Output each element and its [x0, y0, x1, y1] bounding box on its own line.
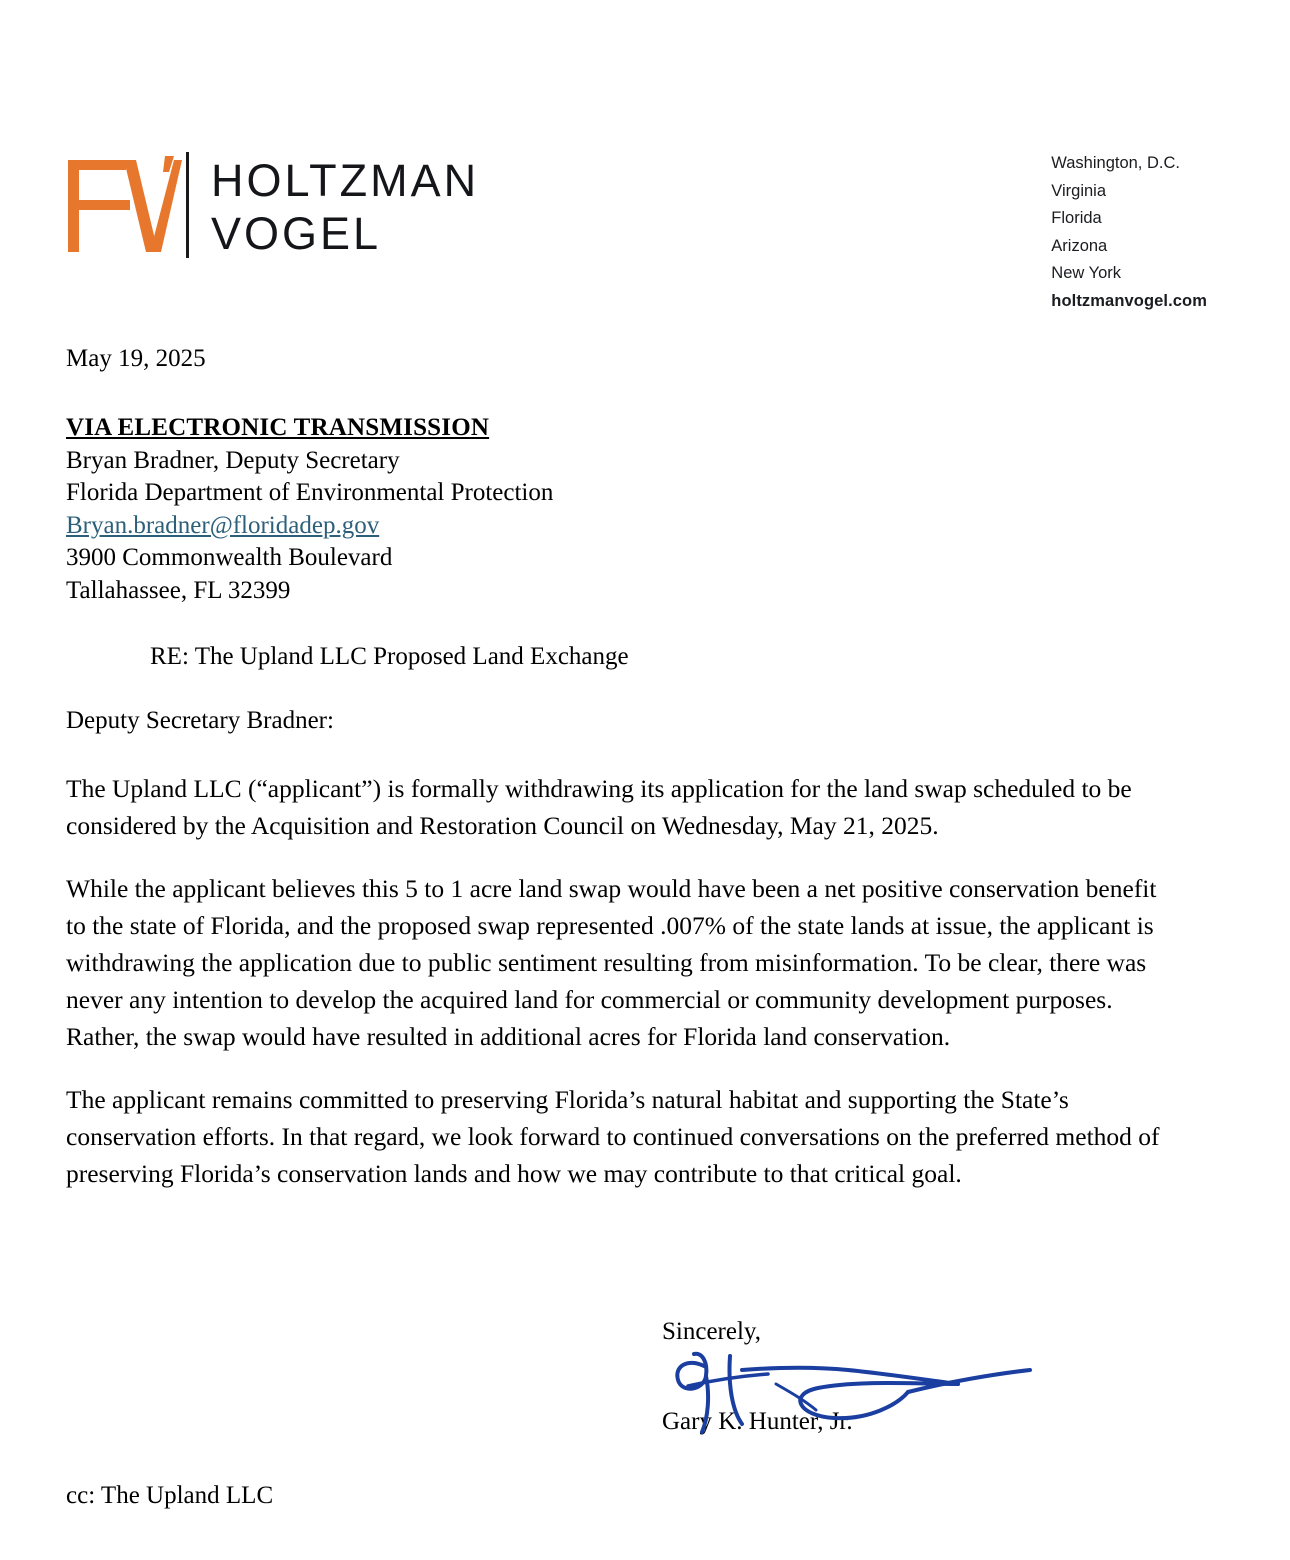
- recipient-street: 3900 Commonwealth Boulevard: [66, 544, 393, 571]
- closing-text: Sincerely,: [662, 1318, 762, 1345]
- logo-divider: [186, 152, 189, 258]
- office-locations: [1051, 150, 1207, 315]
- letter-date: May 19, 2025: [66, 345, 206, 372]
- body-paragraph: The applicant remains committed to preserving Florida’s natural habitat and supporting the State’s conservation efforts. In that regard, we look forward to continued conversations on the preferred method of preserving Florida’s conservation lands and how we may contribute to that critical goal.: [66, 1085, 1160, 1188]
- letter-body: [66, 770, 1181, 1218]
- cc-line: cc: The Upland LLC: [66, 1482, 274, 1509]
- subject-line: RE: The Upland LLC Proposed Land Exchange: [150, 643, 629, 670]
- handwritten-signature-icon: [658, 1340, 1058, 1457]
- office-location: Florida: [1051, 209, 1102, 227]
- firm-name-line2: VOGEL: [211, 208, 382, 259]
- recipient-name: Bryan Bradner, Deputy Secretary: [66, 446, 400, 474]
- firm-name: [211, 154, 479, 260]
- office-location: New York: [1051, 264, 1121, 282]
- hv-monogram-logo-icon: [62, 150, 182, 260]
- recipient-email-link[interactable]: Bryan.bradner@floridadep.gov: [66, 511, 380, 539]
- office-location: Virginia: [1051, 181, 1107, 200]
- firm-name-line1: HOLTZMAN: [211, 155, 480, 206]
- letterhead: [62, 150, 479, 260]
- body-paragraph: The Upland LLC (“applicant”) is formally withdrawing its application for the land swap scheduled to be considered by the Acquisition and Restoration Council on Wednesday, May 21, 2025.: [66, 774, 1132, 840]
- signer-name: Gary K. Hunter, Jr.: [662, 1408, 853, 1435]
- recipient-address-block: [66, 412, 553, 607]
- signature-block: [662, 1318, 853, 1461]
- firm-website[interactable]: holtzmanvogel.com: [1051, 291, 1207, 310]
- recipient-organization: Florida Department of Environmental Protection: [66, 479, 554, 506]
- transmission-header: VIA ELECTRONIC TRANSMISSION: [66, 414, 490, 441]
- salutation: Deputy Secretary Bradner:: [66, 707, 334, 734]
- office-location: Arizona: [1051, 236, 1108, 255]
- recipient-city-state-zip: Tallahassee, FL 32399: [66, 576, 291, 604]
- body-paragraph: While the applicant believes this 5 to 1 acre land swap would have been a net positive conservation benefit to the state of Florida, and the proposed swap represented .007% of the state lands at issue, the applicant is withdrawing the application due to public sentiment resulting from misinformation. To be clear, there was never any intention to develop the acquired land for commercial or community development purposes. Rather, the swap would have resulted in additional acres for Florida land conservation.: [66, 874, 1157, 1051]
- office-location: Washington, D.C.: [1051, 154, 1180, 172]
